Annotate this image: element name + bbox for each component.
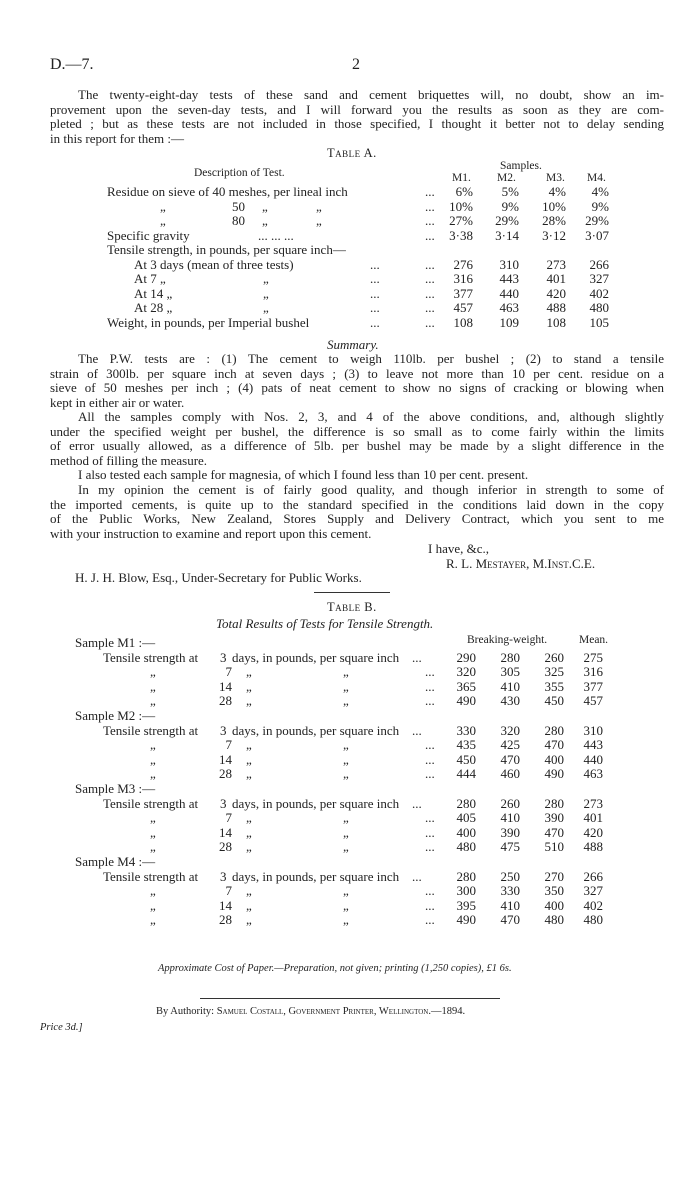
row-leader: ... [425, 839, 435, 855]
table-b-row [0, 883, 700, 898]
breaking-weight-cell: 410 [500, 678, 520, 694]
table-a-cell: 4% [548, 184, 566, 199]
signature-text: R. L. Mestayer, M.Inst.C.E. [446, 556, 596, 571]
intro-line: provement upon the seven-day tests, and I will forward you the results as soon as they are com- [50, 101, 664, 117]
summary-line: of the Public Works, New Zealand, Stores Supply and Delivery Contract, which you sent to me [50, 511, 664, 527]
row-days: 28 [219, 912, 232, 928]
table-a-cell: 273 [546, 256, 566, 272]
table-a-cell: 108 [453, 314, 473, 330]
breaking-weight-cell: 410 [500, 810, 520, 826]
summary-line: of error usually allowed, as a difference of 5lb. per bushel may be made by a slight difference in the [50, 438, 664, 454]
table-b-row [0, 898, 700, 913]
row-leader: ... [370, 314, 380, 330]
sample-name: Sample M1 :— [75, 635, 156, 650]
row-label: Specific gravity [107, 227, 190, 243]
table-a-row [0, 271, 700, 286]
row-days: 3 [220, 868, 227, 884]
table-a-cell: 27% [449, 213, 473, 228]
mean-cell: 463 [583, 766, 603, 782]
mean-cell: 402 [583, 897, 603, 913]
row-leader: ... [425, 285, 435, 301]
summary-line: method of filling the measure. [50, 452, 208, 468]
summary-line: All the samples comply with Nos. 2, 3, and 4 of the above conditions, and, although slightly [78, 409, 664, 424]
mean-cell: 440 [583, 751, 603, 767]
table-a-cell: 4% [591, 184, 609, 199]
breaking-weight-cell: 470 [500, 751, 520, 767]
ditto-mark: „ [343, 824, 349, 840]
ditto-mark: „ [246, 897, 252, 913]
ditto-mark: „ [343, 751, 349, 767]
ditto-mark: „ [150, 883, 156, 899]
row-leader: ... [370, 300, 380, 315]
table-a-row [0, 213, 700, 228]
table-a-row [0, 228, 700, 243]
summary-line: the imported cements, is quite up to the standard specified in the conditions laid down in the copy [50, 496, 664, 512]
table-b-row [0, 869, 700, 884]
breaking-weight-cell: 260 [500, 795, 520, 811]
ditto-mark: „ [150, 810, 156, 826]
breaking-weight-cell: 490 [544, 766, 564, 782]
row-days: 7 [225, 664, 232, 680]
breaking-weight-cell: 300 [456, 883, 476, 899]
table-a-cell: 3·12 [542, 227, 566, 243]
row-leader: ... [412, 649, 422, 665]
ditto-mark: „ [150, 839, 156, 855]
breaking-weight-cell: 400 [456, 824, 476, 840]
table-b-row [0, 752, 700, 767]
breaking-weight-cell: 350 [544, 883, 564, 899]
row-leader: ... [370, 271, 380, 286]
row-days: 14 [219, 897, 232, 913]
breaking-weight-cell: 460 [500, 766, 520, 782]
table-b-row [0, 693, 700, 708]
row-label-prefix: Tensile strength at [103, 795, 199, 811]
breaking-weight-cell: 470 [544, 737, 564, 753]
table-a-cell: 3·07 [585, 227, 609, 243]
ditto-mark: „ [150, 737, 156, 753]
mean-cell: 480 [583, 912, 603, 928]
table-a-cell: 443 [499, 271, 519, 286]
table-a-cell: 109 [499, 314, 519, 330]
ditto-mark: „ [150, 897, 156, 913]
breaking-weight-cell: 390 [544, 810, 564, 826]
ditto-mark: „ [343, 912, 349, 928]
row-label: Tensile strength, in pounds, per square inch— [107, 242, 346, 257]
table-a-cell: 488 [546, 300, 566, 315]
row-leader: ... [425, 271, 435, 286]
breaking-weight-cell: 510 [544, 839, 564, 855]
ditto-mark: „ [246, 693, 252, 709]
sample-header [0, 635, 700, 650]
breaking-weight-cell: 410 [500, 897, 520, 913]
summary-paragraph-2 [50, 410, 664, 468]
intro-paragraph [50, 88, 664, 146]
breaking-weight-cell: 325 [544, 664, 564, 680]
breaking-weight-cell: 305 [500, 664, 520, 680]
document-reference: D.—7. [50, 56, 94, 73]
breaking-weight-cell: 405 [456, 810, 476, 826]
breaking-weight-cell: 480 [456, 839, 476, 855]
mean-cell: 443 [583, 737, 603, 753]
cost-note: Approximate Cost of Paper.—Preparation, not given; printing (1,250 copies), £1 6s. [158, 963, 512, 974]
ditto-mark: „ [246, 824, 252, 840]
row-days: 14 [219, 678, 232, 694]
row-label-suffix: days, in pounds, per square inch [232, 649, 400, 665]
row-leader: ... [425, 883, 435, 899]
row-leader: ... [412, 722, 422, 738]
row-leader: ... [425, 314, 435, 330]
breaking-weight-cell: 400 [544, 751, 564, 767]
table-b-row [0, 839, 700, 854]
ditto-mark: „ [343, 678, 349, 694]
summary-title: Summary. [327, 337, 379, 352]
row-leader: ... [425, 897, 435, 913]
ditto-mark: „ [150, 912, 156, 928]
table-a-row [0, 184, 700, 199]
printer-authority [156, 1006, 465, 1017]
table-a-cell: 9% [501, 198, 519, 214]
ditto-mark: „ [262, 213, 268, 228]
table-a-row [0, 300, 700, 315]
signature [446, 556, 595, 572]
row-leader: ... [425, 184, 435, 199]
row-label: „ [160, 198, 166, 214]
row-label-prefix: Tensile strength at [103, 868, 199, 884]
row-days: 3 [220, 795, 227, 811]
row-leader: ... [412, 795, 422, 811]
row-leader: ... [425, 198, 435, 214]
row-days: 28 [219, 839, 232, 855]
table-a-col-m3: M3. [546, 172, 565, 184]
breaking-weight-cell: 480 [544, 912, 564, 928]
row-leader: ... [425, 824, 435, 840]
ditto-mark: „ [263, 285, 269, 301]
row-label: At 28 „ [134, 300, 173, 315]
ditto-mark: „ [343, 766, 349, 782]
sample-header [0, 708, 700, 723]
ditto-mark: „ [316, 198, 322, 214]
table-a-cell: 402 [589, 285, 609, 301]
table-a-row [0, 286, 700, 301]
row-label-prefix: Tensile strength at [103, 649, 199, 665]
table-a-cell: 108 [546, 314, 566, 330]
breaking-weight-cell: 400 [544, 897, 564, 913]
row-leader: ... [370, 256, 380, 272]
row-days: 14 [219, 824, 232, 840]
breaking-weight-cell: 320 [500, 722, 520, 738]
table-a-cell: 10% [542, 198, 566, 214]
mean-cell: 377 [583, 678, 603, 694]
sample-header [0, 854, 700, 869]
ditto-mark: „ [246, 883, 252, 899]
row-leader: ... [425, 213, 435, 228]
addressee: H. J. H. Blow, Esq., Under-Secretary for Public Works. [75, 570, 362, 585]
intro-line: The twenty-eight-day tests of these sand and cement briquettes will, no doubt, show an im- [78, 87, 664, 102]
row-days: 3 [220, 722, 227, 738]
table-b-title: Table B. [327, 600, 377, 614]
breaking-weight-cell: 280 [456, 795, 476, 811]
breaking-weight-cell: 425 [500, 737, 520, 753]
mean-cell: 457 [583, 693, 603, 709]
breaking-weight-cell: 450 [544, 693, 564, 709]
ditto-mark: „ [150, 824, 156, 840]
table-b-row [0, 912, 700, 927]
sample-name: Sample M3 :— [75, 781, 156, 796]
table-a-row [0, 315, 700, 330]
row-days: 7 [225, 737, 232, 753]
summary-line: I also tested each sample for magnesia, of which I found less than 10 per cent. present. [78, 467, 529, 482]
mean-cell: 316 [583, 664, 603, 680]
intro-line: pleted ; but as these tests are not included in those specified, I thought it better not to delay sending [50, 116, 664, 132]
breaking-weight-cell: 330 [500, 883, 520, 899]
ditto-mark: „ [150, 664, 156, 680]
table-a-col-m2: M2. [497, 172, 516, 184]
breaking-weight-cell: 450 [456, 751, 476, 767]
breaking-weight-cell: 470 [500, 912, 520, 928]
mean-cell: 401 [583, 810, 603, 826]
ditto-mark: „ [343, 693, 349, 709]
table-b-row [0, 737, 700, 752]
ditto-mark: „ [343, 737, 349, 753]
page-number: 2 [352, 56, 360, 73]
table-a-cell: 9% [591, 198, 609, 214]
row-leader: ... [425, 751, 435, 767]
ditto-mark: „ [263, 271, 269, 286]
row-label: Weight, in pounds, per Imperial bushel [107, 314, 310, 330]
row-label-prefix: Tensile strength at [103, 722, 199, 738]
breaking-weight-cell: 365 [456, 678, 476, 694]
breaking-weight-cell: 444 [456, 766, 476, 782]
row-leader: ... [425, 810, 435, 826]
summary-line: kept in either air or water. [50, 394, 185, 410]
ditto-mark: „ [343, 883, 349, 899]
ditto-mark: „ [343, 664, 349, 680]
table-b-subtitle: Total Results of Tests for Tensile Strength. [216, 616, 434, 631]
closing: I have, &c., [428, 541, 490, 556]
breaking-weight-cell: 260 [544, 649, 564, 665]
table-a-cell: 420 [546, 285, 566, 301]
breaking-weight-cell: 490 [456, 693, 476, 709]
table-b-row [0, 650, 700, 665]
row-leader: ... [425, 227, 435, 243]
price: Price 3d.] [40, 1022, 83, 1033]
ditto-mark: „ [316, 213, 322, 228]
row-label: Residue on sieve of 40 meshes, per lineal inch [107, 184, 348, 199]
ditto-mark: „ [246, 678, 252, 694]
ditto-mark: „ [246, 664, 252, 680]
row-label: At 7 „ [134, 271, 166, 286]
ditto-mark: „ [343, 897, 349, 913]
row-days: 7 [225, 883, 232, 899]
ditto-mark: „ [343, 839, 349, 855]
table-a-cell: 440 [499, 285, 519, 301]
row-mesh: 50 [232, 198, 245, 214]
table-a-cell: 3·14 [495, 227, 519, 243]
row-leader: ... [425, 737, 435, 753]
mean-cell: 266 [583, 868, 603, 884]
mean-cell: 420 [583, 824, 603, 840]
table-a-cell: 105 [589, 314, 609, 330]
table-a-col-m1: M1. [452, 172, 471, 184]
table-b-row [0, 796, 700, 811]
row-leader: ... [425, 912, 435, 928]
summary-paragraph-3 [50, 468, 664, 483]
sample-name: Sample M2 :— [75, 708, 156, 723]
summary-line: with your instruction to examine and report upon this cement. [50, 525, 372, 541]
table-a-cell: 401 [546, 271, 566, 286]
ditto-mark: „ [263, 300, 269, 315]
table-a-cell: 310 [499, 256, 519, 272]
row-leader: ... [425, 678, 435, 694]
breaking-weight-cell: 250 [500, 868, 520, 884]
table-a-desc-header: Description of Test. [194, 167, 285, 179]
table-a-cell: 463 [499, 300, 519, 315]
breaking-weight-cell: 475 [500, 839, 520, 855]
table-a-title: Table A. [327, 146, 377, 160]
ditto-mark: „ [262, 198, 268, 214]
table-a-cell: 5% [501, 184, 519, 199]
ditto-mark: „ [150, 678, 156, 694]
ditto-mark: „ [343, 810, 349, 826]
summary-line: In my opinion the cement is of fairly good quality, and though inferior in strength to some of [78, 482, 664, 497]
table-a-row [0, 242, 700, 257]
row-label-suffix: days, in pounds, per square inch [232, 722, 400, 738]
breaking-weight-cell: 290 [456, 649, 476, 665]
table-a-cell: 29% [495, 213, 519, 228]
table-b-mean-header: Mean. [579, 634, 609, 646]
table-a-col-m4: M4. [587, 172, 606, 184]
table-b-row [0, 810, 700, 825]
breaking-weight-cell: 270 [544, 868, 564, 884]
breaking-weight-cell: 435 [456, 737, 476, 753]
ditto-mark: „ [150, 766, 156, 782]
row-leader: ... [425, 693, 435, 709]
summary-line: The P.W. tests are : (1) The cement to weigh 110lb. per bushel ; (2) to stand a tensile [78, 351, 664, 366]
row-leader: ... [370, 285, 380, 301]
ditto-mark: „ [246, 839, 252, 855]
intro-line: in this report for them :— [50, 130, 184, 146]
sample-name: Sample M4 :— [75, 854, 156, 869]
row-leader: ... [425, 664, 435, 680]
table-a-cell: 276 [453, 256, 473, 272]
table-a-cell: 29% [585, 213, 609, 228]
row-leader: ... [425, 766, 435, 782]
ditto-mark: „ [150, 751, 156, 767]
breaking-weight-cell: 430 [500, 693, 520, 709]
breaking-weight-cell: 280 [500, 649, 520, 665]
mean-cell: 488 [583, 839, 603, 855]
row-label: „ [160, 213, 166, 228]
summary-line: under the specified weight per bushel, the difference is so small as to come fairly within the limits [50, 423, 664, 439]
table-b-row [0, 825, 700, 840]
table-a-cell: 327 [589, 271, 609, 286]
table-a-row [0, 257, 700, 272]
row-label: At 3 days (mean of three tests) [134, 256, 294, 272]
breaking-weight-cell: 470 [544, 824, 564, 840]
table-a-cell: 266 [589, 256, 609, 272]
table-a-cell: 3·38 [449, 227, 473, 243]
table-a-cell: 480 [589, 300, 609, 315]
sample-header [0, 781, 700, 796]
row-mesh: 80 [232, 213, 245, 228]
row-leader: ... [425, 300, 435, 315]
mean-cell: 327 [583, 883, 603, 899]
table-a-row [0, 199, 700, 214]
breaking-weight-cell: 390 [500, 824, 520, 840]
ditto-mark: „ [246, 810, 252, 826]
breaking-weight-cell: 280 [544, 722, 564, 738]
ditto-mark: „ [246, 912, 252, 928]
ditto-mark: „ [150, 693, 156, 709]
table-a-cell: 457 [453, 300, 473, 315]
mean-cell: 273 [583, 795, 603, 811]
breaking-weight-cell: 395 [456, 897, 476, 913]
ditto-mark: „ [246, 766, 252, 782]
table-a-cell: 28% [542, 213, 566, 228]
row-days: 28 [219, 766, 232, 782]
breaking-weight-cell: 330 [456, 722, 476, 738]
section-divider [314, 592, 390, 593]
table-a-cell: 10% [449, 198, 473, 214]
table-b-row [0, 723, 700, 738]
table-a-cell: 316 [453, 271, 473, 286]
summary-paragraph-1 [50, 352, 664, 410]
row-leader: ... [425, 256, 435, 272]
row-label-suffix: days, in pounds, per square inch [232, 795, 400, 811]
table-b-row [0, 766, 700, 781]
breaking-weight-cell: 355 [544, 678, 564, 694]
authority-prefix: By Authority: [156, 1006, 215, 1017]
row-days: 14 [219, 751, 232, 767]
footer-rule [200, 998, 500, 999]
breaking-weight-cell: 490 [456, 912, 476, 928]
summary-paragraph-4 [50, 483, 664, 541]
mean-cell: 310 [583, 722, 603, 738]
row-label: At 14 „ [134, 285, 173, 301]
table-b-breaking-header: Breaking-weight. [467, 634, 548, 646]
summary-line: strain of 300lb. per square inch at seven days ; (3) to leave not more than 10 per cent. residue on a [50, 365, 664, 381]
table-b-row [0, 679, 700, 694]
ditto-mark: „ [246, 751, 252, 767]
summary-line: sieve of 50 meshes per inch ; (4) pats of neat cement to show no signs of cracking or blowing when [50, 380, 664, 396]
table-a-samples-header: Samples. [500, 160, 542, 172]
breaking-weight-cell: 280 [456, 868, 476, 884]
row-leader: ... [412, 868, 422, 884]
table-a-cell: 377 [453, 285, 473, 301]
ditto-mark: „ [246, 737, 252, 753]
row-days: 7 [225, 810, 232, 826]
breaking-weight-cell: 320 [456, 664, 476, 680]
row-days: 28 [219, 693, 232, 709]
table-b-row [0, 664, 700, 679]
breaking-weight-cell: 280 [544, 795, 564, 811]
row-leader: ... ... ... [258, 227, 294, 243]
table-a-cell: 6% [455, 184, 473, 199]
row-days: 3 [220, 649, 227, 665]
authority-name: Samuel Costall, Government Printer, Wellington.—1894. [216, 1006, 466, 1017]
mean-cell: 275 [583, 649, 603, 665]
row-label-suffix: days, in pounds, per square inch [232, 868, 400, 884]
